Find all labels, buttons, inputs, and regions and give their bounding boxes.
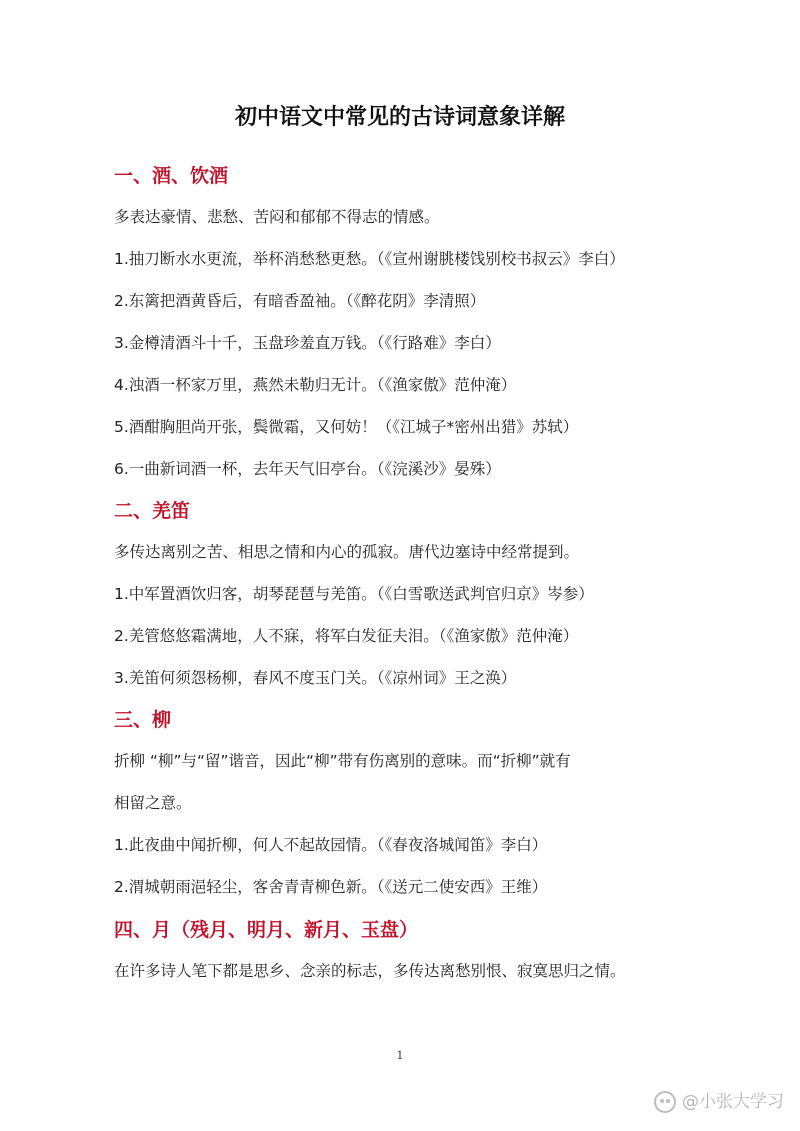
watermark-text: @小张大学习 bbox=[682, 1092, 784, 1112]
poem-line: 1.中军置酒饮归客，胡琴琵琶与羌笛。（《白雪歌送武判官归京》岑参） bbox=[114, 585, 594, 603]
section-heading-moon: 四、月（残月、明月、新月、玉盘） bbox=[114, 919, 419, 941]
poem-line: 3.羌笛何须怨杨柳，春风不度玉门关。（《凉州词》王之涣） bbox=[114, 669, 517, 687]
page-number: 1 bbox=[396, 1049, 404, 1062]
document-title: 初中语文中常见的古诗词意象详解 bbox=[234, 105, 565, 130]
poem-line: 4.浊酒一杯家万里，燕然未勒归无计。（《渔家傲》范仲淹） bbox=[114, 376, 517, 394]
section-description: 在许多诗人笔下都是思乡、念亲的标志，多传达离愁别恨、寂寞思归之情。 bbox=[114, 962, 626, 980]
poem-line: 2.羌管悠悠霜满地，人不寐，将军白发征夫泪。（《渔家傲》范仲淹） bbox=[114, 627, 579, 645]
poem-line: 2.东篱把酒黄昏后，有暗香盈袖。（《醉花阴》李清照） bbox=[114, 292, 486, 310]
section-heading-qiangdi: 二、羌笛 bbox=[114, 500, 191, 522]
poem-line: 6.一曲新词酒一杯，去年天气旧亭台。（《浣溪沙》晏殊） bbox=[114, 460, 501, 478]
chat-bubble-icon bbox=[654, 1091, 676, 1113]
section-description: 折柳 “柳”与“留”谐音，因此“柳”带有伤离别的意味。而“折柳”就有 bbox=[114, 752, 571, 770]
poem-line: 1.抽刀断水水更流，举杯消愁愁更愁。（《宣州谢朓楼饯别校书叔云》李白） bbox=[114, 250, 625, 268]
watermark bbox=[654, 1090, 784, 1114]
section-description: 多传达离别之苦、相思之情和内心的孤寂。唐代边塞诗中经常提到。 bbox=[114, 543, 580, 561]
poem-line: 2.渭城朝雨浥轻尘，客舍青青柳色新。（《送元二使安西》王维） bbox=[114, 878, 548, 896]
section-description: 多表达豪情、悲愁、苦闷和郁郁不得志的情感。 bbox=[114, 208, 440, 226]
section-description: 相留之意。 bbox=[114, 794, 192, 812]
section-heading-wine: 一、酒、饮酒 bbox=[114, 165, 229, 187]
poem-line: 5.酒酣胸胆尚开张，鬓微霜，又何妨！（《江城子*密州出猎》苏轼） bbox=[114, 418, 579, 436]
poem-line: 3.金樽清酒斗十千，玉盘珍羞直万钱。（《行路难》李白） bbox=[114, 334, 501, 352]
section-heading-willow: 三、柳 bbox=[114, 709, 172, 731]
poem-line: 1.此夜曲中闻折柳，何人不起故园情。（《春夜洛城闻笛》李白） bbox=[114, 836, 548, 854]
